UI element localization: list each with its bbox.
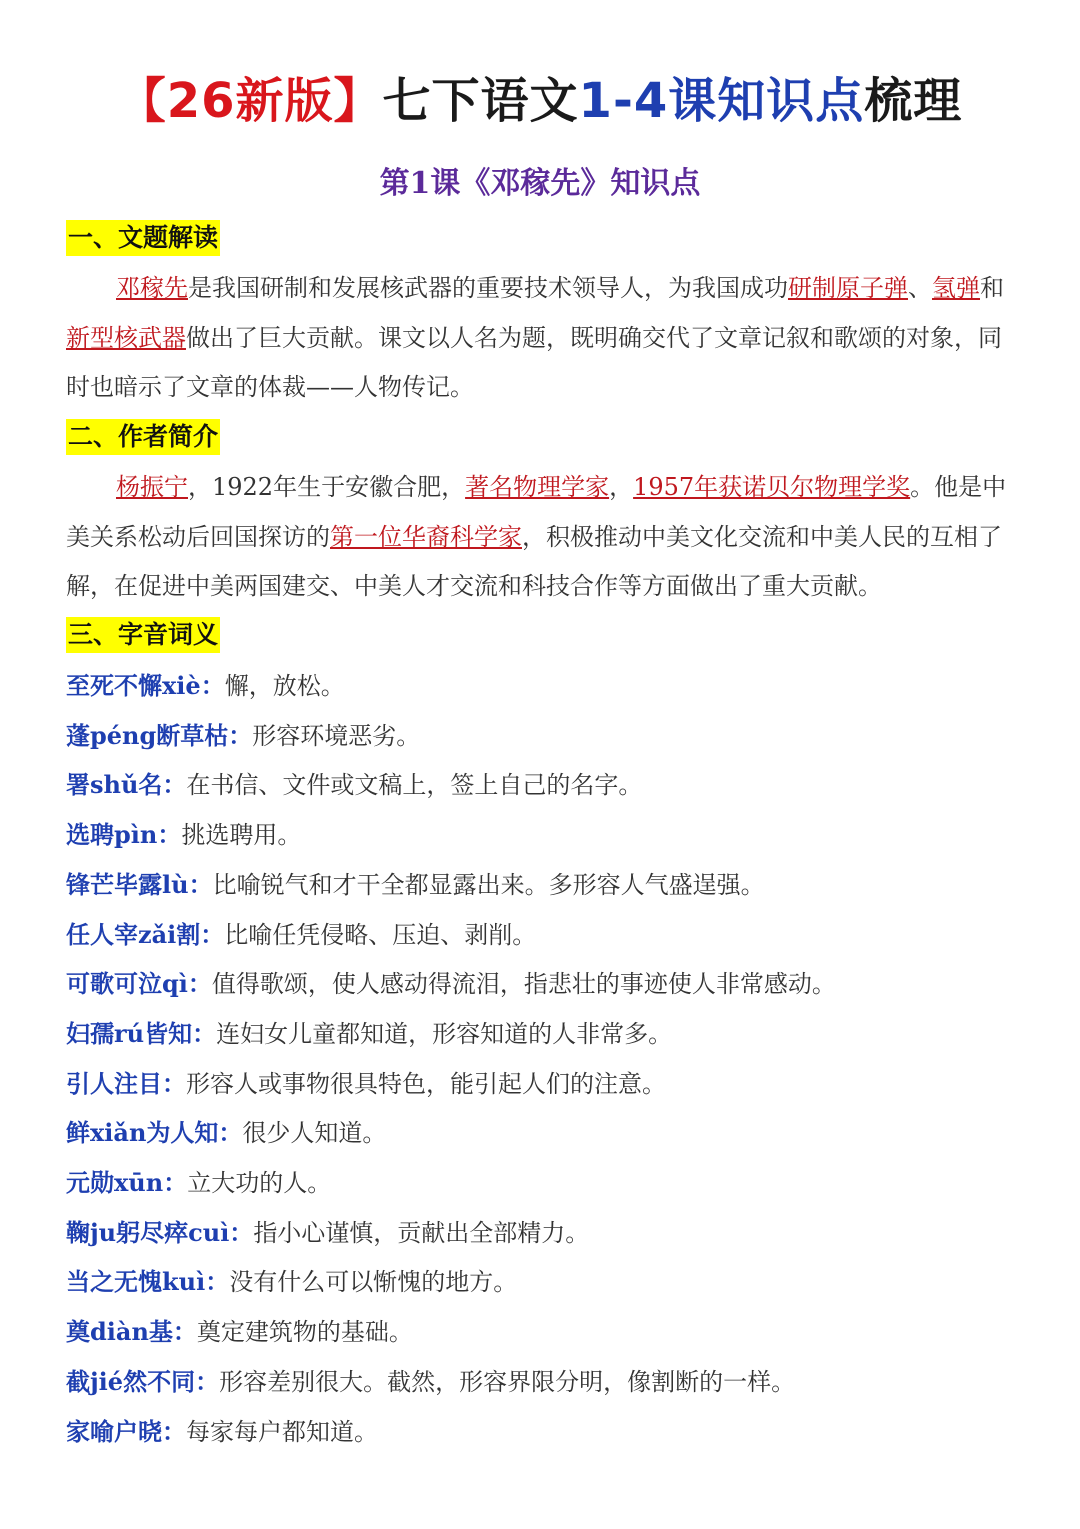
vocab-term: 元勋xūn： xyxy=(66,1168,188,1197)
key-term-highlight: 著名物理学家 xyxy=(465,473,610,501)
key-term-highlight: 新型核武器 xyxy=(66,323,186,352)
vocab-definition: 立大功的人。 xyxy=(187,1169,332,1197)
vocab-definition: 形容人或事物很具特色，能引起人们的注意。 xyxy=(186,1069,666,1098)
title-middle: 七下语文 xyxy=(382,73,579,129)
vocab-term: 选聘pìn： xyxy=(66,820,182,850)
vocab-definition: 值得歌颂，使人感动得流泪，指悲壮的事迹使人非常感动。 xyxy=(211,970,836,999)
vocab-item xyxy=(66,1163,1016,1203)
vocab-term: 引人注目： xyxy=(66,1068,186,1098)
vocab-term: 妇孺rú皆知： xyxy=(66,1018,217,1048)
vocab-term: 鞠ju躬尽瘁cuì： xyxy=(66,1217,254,1247)
key-term-highlight: 1957年获诺贝尔物理学奖 xyxy=(633,473,911,501)
vocab-item xyxy=(66,716,1016,756)
paragraph-segment: ，积极推动中美文化交流和中美人民的互相了解，在促进中美两国建交、中美人才交流和科技合作等方面做出了重大贡献。 xyxy=(66,522,1002,600)
vocab-item xyxy=(66,1312,1016,1352)
key-term-highlight: 氢弹 xyxy=(932,274,980,302)
title-bracket-open: 【 xyxy=(117,73,167,129)
vocab-item xyxy=(66,1262,1016,1302)
key-term-highlight: 杨振宁 xyxy=(116,473,188,501)
vocab-item xyxy=(66,666,1016,706)
vocab-item xyxy=(66,1113,1016,1153)
key-term-highlight: 第一位华裔科学家 xyxy=(330,522,522,551)
vocab-term: 鲜xiǎn为人知： xyxy=(66,1118,243,1148)
title-bracket-close: 】 xyxy=(333,73,383,129)
vocab-definition: 懈，放松。 xyxy=(224,672,345,700)
vocab-term: 奠diàn基： xyxy=(66,1317,197,1347)
lesson-subtitle: 第1课《邓稼先》知识点 xyxy=(379,166,701,201)
paragraph-segment: ，1922年生于安徽合肥， xyxy=(188,473,466,501)
paragraph-segment: 做出了巨大贡献。课文以人名为题，既明确交代了文章记叙和歌颂的对象，同时也暗示了文章的体裁——人物传记。 xyxy=(66,323,1002,401)
vocab-item xyxy=(66,865,1016,905)
vocab-term: 家喻户晓： xyxy=(66,1416,186,1446)
main-title xyxy=(0,62,1080,131)
paragraph-segment: 。他是中美关系松动后回国探访的 xyxy=(66,473,1007,551)
key-term-highlight: 邓稼先 xyxy=(116,274,188,302)
vocab-definition: 奠定建筑物的基础。 xyxy=(196,1318,413,1347)
paragraph-segment: 、 xyxy=(908,274,932,302)
vocab-item xyxy=(66,1412,1016,1452)
paragraph-segment: 是我国研制和发展核武器的重要技术领导人，为我国成功 xyxy=(188,274,788,302)
vocab-definition: 比喻任凭侵略、压迫、剥削。 xyxy=(224,920,537,949)
section-paragraph-author-intro xyxy=(66,463,1016,612)
vocab-definition: 形容差别很大。截然，形容界限分明，像割断的一样。 xyxy=(219,1367,796,1396)
section-heading-author-intro: 二、作者简介 xyxy=(66,419,220,455)
title-end: 梳理 xyxy=(864,73,963,129)
vocab-term: 署shǔ名： xyxy=(66,770,187,800)
vocab-definition: 在书信、文件或文稿上，签上自己的名字。 xyxy=(186,771,643,800)
vocab-term: 蓬péng断草枯： xyxy=(66,720,253,750)
vocab-term: 任人宰zǎi割： xyxy=(66,919,225,949)
section-heading-title-interpretation: 一、文题解读 xyxy=(66,220,220,256)
vocab-item xyxy=(66,1014,1016,1054)
vocab-item xyxy=(66,765,1016,805)
vocab-definition: 指小心谨慎，贡献出全部精力。 xyxy=(253,1218,590,1247)
vocab-term: 当之无愧kuì： xyxy=(66,1267,230,1297)
vocab-item xyxy=(66,1064,1016,1104)
vocab-definition: 没有什么可以惭愧的地方。 xyxy=(229,1268,518,1297)
vocab-definition: 比喻锐气和才干全都显露出来。多形容人气盛逞强。 xyxy=(212,870,765,899)
vocab-term: 截jié然不同： xyxy=(66,1366,220,1396)
paragraph-segment: ， xyxy=(609,473,634,501)
paragraph-text xyxy=(66,274,1004,401)
vocab-item xyxy=(66,915,1016,955)
vocab-term: 锋芒毕露lù： xyxy=(66,869,213,899)
paragraph-text xyxy=(66,473,1006,600)
vocab-definition: 很少人知道。 xyxy=(242,1119,387,1148)
vocab-item xyxy=(66,815,1016,855)
vocab-definition: 每家每户都知道。 xyxy=(186,1417,378,1446)
title-lessons: 1-4课知识点 xyxy=(578,73,865,129)
vocab-item xyxy=(66,1362,1016,1402)
vocab-item xyxy=(66,964,1016,1004)
vocab-item xyxy=(66,1213,1016,1253)
key-term-highlight: 研制原子弹 xyxy=(788,274,908,302)
title-version: 26新版 xyxy=(166,73,334,129)
vocab-term: 可歌可泣qì： xyxy=(66,969,212,999)
paragraph-segment: 和 xyxy=(980,274,1004,302)
vocab-definition: 连妇女儿童都知道，形容知道的人非常多。 xyxy=(216,1019,673,1048)
vocab-definition: 形容环境恶劣。 xyxy=(252,721,421,750)
vocab-term: 至死不懈xiè： xyxy=(66,671,225,700)
section-paragraph-title-interpretation xyxy=(66,264,1016,413)
section-heading-vocabulary: 三、字音词义 xyxy=(66,617,220,653)
vocab-definition: 挑选聘用。 xyxy=(181,821,302,850)
